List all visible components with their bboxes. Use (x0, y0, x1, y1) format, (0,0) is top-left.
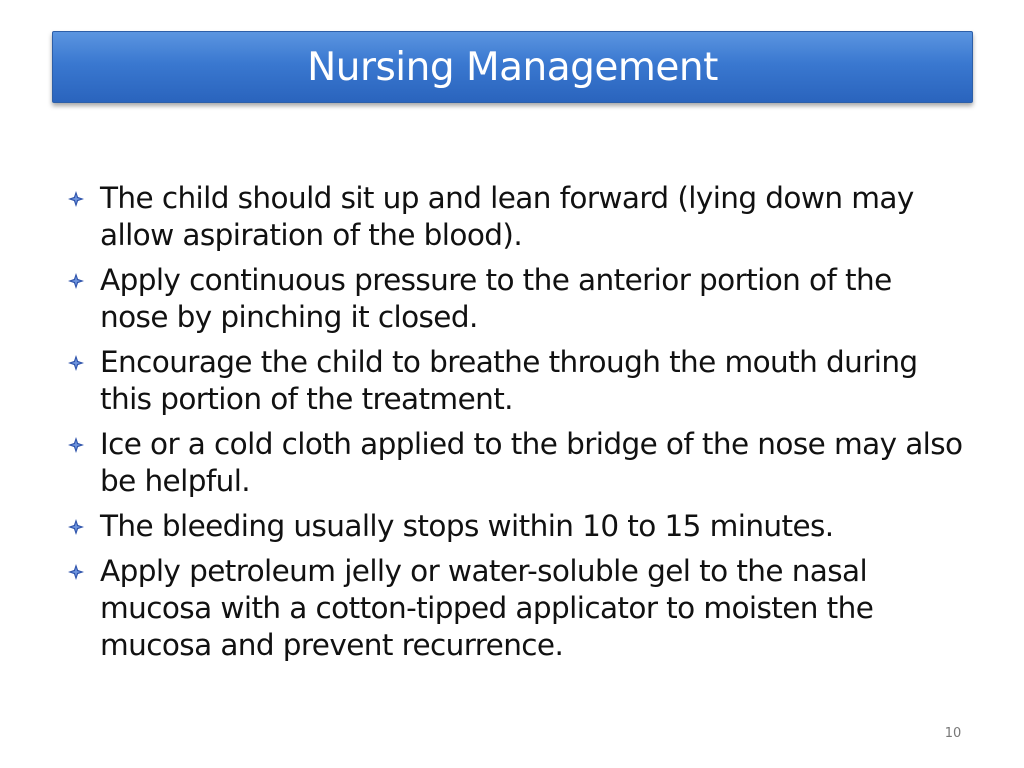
page-number: 10 (944, 726, 962, 741)
bullet-item (68, 553, 968, 664)
bullet-item (68, 180, 968, 254)
bullet-list (68, 180, 968, 672)
bullet-text: The child should sit up and lean forward (lying down may allow aspiration of the blood). (100, 181, 914, 252)
four-point-star-bullet-icon (68, 437, 84, 453)
bullet-item (68, 262, 968, 336)
four-point-star-bullet-icon (68, 519, 84, 535)
four-point-star-bullet-icon (68, 564, 84, 580)
bullet-item (68, 426, 968, 500)
bullet-item (68, 508, 968, 545)
bullet-text: Apply continuous pressure to the anterior portion of the nose by pinching it closed. (100, 263, 892, 334)
four-point-star-bullet-icon (68, 273, 84, 289)
title-bar (52, 31, 973, 103)
bullet-text: Ice or a cold cloth applied to the bridge of the nose may also be helpful. (100, 427, 963, 498)
four-point-star-bullet-icon (68, 191, 84, 207)
slide-title: Nursing Management (307, 44, 718, 90)
bullet-item (68, 344, 968, 418)
bullet-text: Apply petroleum jelly or water-soluble gel to the nasal mucosa with a cotton-tipped applicator to moisten the mucosa and prevent recurrence. (100, 554, 874, 662)
bullet-text: The bleeding usually stops within 10 to 15 minutes. (100, 509, 834, 543)
bullet-text: Encourage the child to breathe through the mouth during this portion of the treatment. (100, 345, 918, 416)
four-point-star-bullet-icon (68, 355, 84, 371)
